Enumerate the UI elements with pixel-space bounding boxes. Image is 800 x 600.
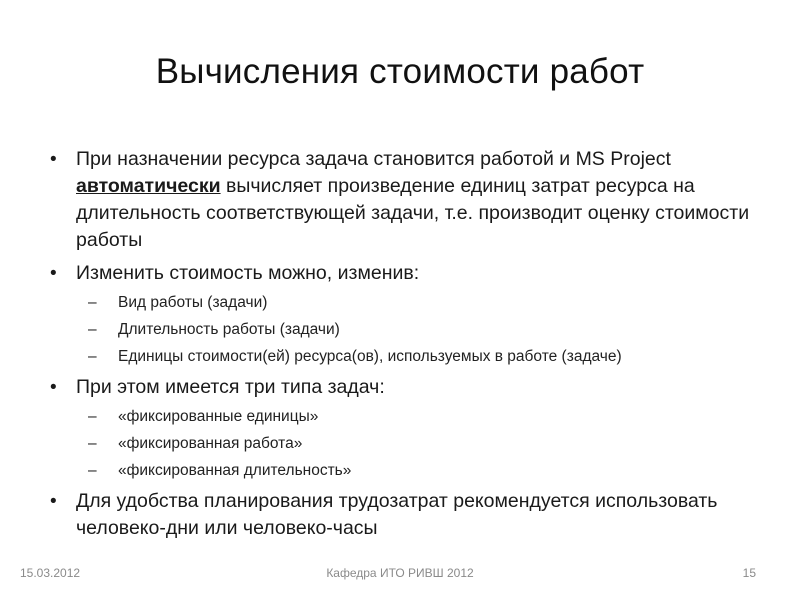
sub-item	[48, 320, 768, 340]
bullet-item	[48, 260, 768, 287]
sub-item	[48, 461, 768, 481]
sub-item	[48, 293, 768, 313]
sub-item-text: «фиксированная работа»	[118, 435, 303, 452]
dash-marker: –	[88, 294, 97, 311]
sub-item-text: «фиксированные единицы»	[118, 408, 319, 425]
sub-item-text: Единицы стоимости(ей) ресурса(ов), используемых в работе (задаче)	[118, 348, 622, 365]
footer-organization: Кафедра ИТО РИВШ 2012	[326, 566, 474, 580]
slide-content	[48, 146, 768, 548]
slide-title: Вычисления стоимости работ	[155, 52, 645, 91]
bullet-marker: •	[50, 491, 57, 512]
dash-marker: –	[88, 462, 97, 479]
bullet-item	[48, 146, 768, 254]
bullet-text: Для удобства планирования трудозатрат рекомендуется использовать человеко-дни или человеко-часы	[76, 490, 718, 539]
sub-item-text: Длительность работы (задачи)	[118, 321, 340, 338]
sub-item	[48, 347, 768, 367]
bullet-text: Изменить стоимость можно, изменив:	[76, 262, 420, 284]
dash-marker: –	[88, 408, 97, 425]
dash-marker: –	[88, 435, 97, 452]
bullet-marker: •	[50, 377, 57, 398]
bullet-text: При этом имеется три типа задач:	[76, 376, 385, 398]
sub-item	[48, 407, 768, 427]
bullet-item	[48, 488, 768, 542]
bullet-text-start: При назначении ресурса задача становится работой и MS Project	[76, 148, 671, 170]
bullet-marker: •	[50, 149, 57, 170]
sub-item-text: «фиксированная длительность»	[118, 462, 352, 479]
dash-marker: –	[88, 348, 97, 365]
bullet-marker: •	[50, 263, 57, 284]
bullet-item	[48, 374, 768, 401]
slide-number: 15	[742, 566, 756, 580]
sub-item	[48, 434, 768, 454]
bullet-text-end: вычисляет произведение единиц затрат ресурса на длительность соответствующей задачи, т.е. производит оценку стоимости работы	[76, 175, 750, 251]
footer-date: 15.03.2012	[20, 566, 81, 580]
dash-marker: –	[88, 321, 97, 338]
bullet-emphasis: автоматически	[76, 175, 221, 197]
sub-item-text: Вид работы (задачи)	[118, 294, 268, 311]
